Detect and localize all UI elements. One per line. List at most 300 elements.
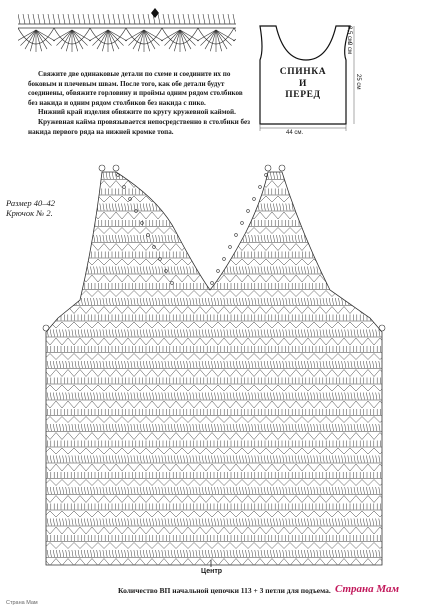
dc-stitch bbox=[339, 298, 340, 305]
v-stitch bbox=[152, 401, 164, 408]
v-stitch bbox=[212, 370, 224, 377]
dc-stitch bbox=[118, 235, 119, 242]
dc-stitch bbox=[66, 298, 67, 305]
dc-stitch bbox=[72, 487, 73, 494]
dc-stitch bbox=[177, 519, 178, 526]
dc-stitch bbox=[261, 267, 262, 274]
fan-stitch bbox=[92, 259, 104, 265]
dc-stitch bbox=[317, 267, 318, 274]
dc-stitch bbox=[286, 267, 287, 274]
dc-stitch bbox=[146, 298, 147, 305]
dc-stitch bbox=[264, 330, 265, 337]
edge-chain bbox=[241, 222, 244, 225]
dc-stitch bbox=[78, 519, 79, 526]
fan-stitch bbox=[248, 417, 260, 423]
v-stitch bbox=[284, 464, 296, 471]
dc-stitch bbox=[53, 172, 54, 179]
dc-stitch bbox=[199, 487, 200, 494]
dc-stitch bbox=[249, 519, 250, 526]
v-stitch bbox=[236, 559, 248, 566]
dc-stitch bbox=[289, 330, 290, 337]
dc-stitch bbox=[78, 456, 79, 463]
dc-stitch bbox=[112, 487, 113, 494]
dc-stitch bbox=[75, 361, 76, 368]
dc-stitch bbox=[47, 456, 48, 463]
dc-stitch bbox=[379, 267, 380, 274]
dc-stitch bbox=[50, 424, 51, 431]
dc-stitch bbox=[44, 361, 45, 368]
dc-stitch bbox=[298, 393, 299, 400]
dc-stitch bbox=[44, 393, 45, 400]
dc-stitch bbox=[81, 519, 82, 526]
v-stitch bbox=[284, 433, 296, 440]
dc-stitch bbox=[137, 298, 138, 305]
fan-stitch bbox=[152, 354, 164, 360]
dc-stitch bbox=[208, 361, 209, 368]
dc-stitch bbox=[246, 487, 247, 494]
fan-stitch bbox=[236, 322, 248, 328]
dc-stitch bbox=[246, 393, 247, 400]
dc-stitch bbox=[255, 393, 256, 400]
dc-stitch bbox=[218, 204, 219, 211]
dc-stitch bbox=[115, 330, 116, 337]
v-stitch bbox=[56, 433, 68, 440]
dc-stitch bbox=[50, 330, 51, 337]
fan-stitch bbox=[104, 417, 116, 423]
dc-stitch bbox=[156, 550, 157, 557]
dc-stitch bbox=[159, 172, 160, 179]
v-stitch bbox=[248, 401, 260, 408]
v-stitch bbox=[92, 338, 104, 345]
dc-stitch bbox=[47, 204, 48, 211]
dc-stitch bbox=[376, 172, 377, 179]
dc-stitch bbox=[156, 298, 157, 305]
fan-stitch bbox=[164, 354, 176, 360]
fan-stitch bbox=[344, 385, 356, 391]
v-stitch bbox=[140, 527, 152, 534]
fan-stitch bbox=[116, 291, 128, 297]
dc-stitch bbox=[348, 424, 349, 431]
dc-stitch bbox=[339, 204, 340, 211]
dc-stitch bbox=[267, 361, 268, 368]
dc-stitch bbox=[100, 424, 101, 431]
dc-stitch bbox=[308, 393, 309, 400]
dc-stitch bbox=[218, 361, 219, 368]
dc-stitch bbox=[335, 424, 336, 431]
dc-stitch bbox=[379, 361, 380, 368]
v-stitch bbox=[212, 527, 224, 534]
dc-stitch bbox=[109, 361, 110, 368]
dc-stitch bbox=[81, 204, 82, 211]
dc-stitch bbox=[227, 361, 228, 368]
v-stitch bbox=[224, 433, 236, 440]
dc-stitch bbox=[379, 393, 380, 400]
fan-stitch bbox=[272, 448, 284, 454]
dc-stitch bbox=[171, 393, 172, 400]
fan-stitch bbox=[152, 417, 164, 423]
dc-stitch bbox=[224, 235, 225, 242]
fan-stitch bbox=[212, 196, 224, 202]
dc-stitch bbox=[156, 456, 157, 463]
dc-stitch bbox=[205, 393, 206, 400]
dc-stitch bbox=[357, 550, 358, 557]
dc-stitch bbox=[60, 361, 61, 368]
fan-stitch bbox=[104, 322, 116, 328]
v-stitch bbox=[104, 307, 116, 314]
dc-stitch bbox=[78, 204, 79, 211]
dc-stitch bbox=[106, 519, 107, 526]
dc-stitch bbox=[69, 456, 70, 463]
dc-stitch bbox=[326, 456, 327, 463]
v-stitch bbox=[176, 433, 188, 440]
dc-stitch bbox=[360, 487, 361, 494]
v-stitch bbox=[236, 401, 248, 408]
fan-stitch bbox=[308, 228, 320, 234]
dc-stitch bbox=[190, 487, 191, 494]
dc-stitch bbox=[342, 550, 343, 557]
dc-stitch bbox=[239, 235, 240, 242]
fan-stitch bbox=[68, 291, 80, 297]
dc-stitch bbox=[348, 550, 349, 557]
v-stitch bbox=[104, 275, 116, 282]
dc-stitch bbox=[280, 235, 281, 242]
fan-stitch bbox=[164, 543, 176, 549]
dc-stitch bbox=[280, 298, 281, 305]
dc-stitch bbox=[128, 267, 129, 274]
dc-stitch bbox=[221, 204, 222, 211]
v-stitch bbox=[368, 275, 380, 282]
fan-stitch bbox=[92, 354, 104, 360]
dc-stitch bbox=[100, 487, 101, 494]
dc-stitch bbox=[177, 330, 178, 337]
dc-stitch bbox=[44, 298, 45, 305]
dc-stitch bbox=[190, 298, 191, 305]
dc-stitch bbox=[317, 204, 318, 211]
dc-stitch bbox=[72, 361, 73, 368]
dc-stitch bbox=[134, 235, 135, 242]
fan-stitch bbox=[128, 543, 140, 549]
dc-stitch bbox=[177, 298, 178, 305]
dc-stitch bbox=[242, 172, 243, 179]
fan-stitch bbox=[164, 480, 176, 486]
dc-stitch bbox=[187, 487, 188, 494]
v-stitch bbox=[128, 527, 140, 534]
dc-stitch bbox=[221, 424, 222, 431]
dc-stitch bbox=[159, 487, 160, 494]
v-stitch bbox=[56, 401, 68, 408]
fan-stitch bbox=[308, 385, 320, 391]
fan-stitch bbox=[56, 196, 68, 202]
v-stitch bbox=[308, 433, 320, 440]
dc-stitch bbox=[112, 267, 113, 274]
dc-stitch bbox=[44, 487, 45, 494]
dc-stitch bbox=[252, 172, 253, 179]
v-stitch bbox=[344, 496, 356, 503]
fan-stitch bbox=[116, 448, 128, 454]
dc-stitch bbox=[140, 550, 141, 557]
dc-stitch bbox=[149, 424, 150, 431]
dc-stitch bbox=[314, 172, 315, 179]
dc-stitch bbox=[208, 393, 209, 400]
dc-stitch bbox=[298, 550, 299, 557]
dc-stitch bbox=[366, 267, 367, 274]
dc-stitch bbox=[373, 456, 374, 463]
dc-stitch bbox=[193, 424, 194, 431]
dc-stitch bbox=[106, 393, 107, 400]
dc-stitch bbox=[230, 172, 231, 179]
dc-stitch bbox=[84, 298, 85, 305]
dc-stitch bbox=[258, 267, 259, 274]
dc-stitch bbox=[342, 267, 343, 274]
dc-stitch bbox=[298, 204, 299, 211]
fan-stitch bbox=[260, 417, 272, 423]
dc-stitch bbox=[320, 235, 321, 242]
dc-stitch bbox=[342, 519, 343, 526]
dc-stitch bbox=[345, 330, 346, 337]
dc-stitch bbox=[314, 330, 315, 337]
dc-stitch bbox=[227, 298, 228, 305]
v-stitch bbox=[308, 338, 320, 345]
dc-stitch bbox=[109, 298, 110, 305]
dc-stitch bbox=[143, 487, 144, 494]
dc-stitch bbox=[50, 487, 51, 494]
dc-stitch bbox=[78, 330, 79, 337]
dc-stitch bbox=[190, 204, 191, 211]
dc-stitch bbox=[320, 330, 321, 337]
dc-stitch bbox=[286, 487, 287, 494]
dc-stitch bbox=[261, 330, 262, 337]
dc-stitch bbox=[357, 519, 358, 526]
fan-stitch bbox=[236, 480, 248, 486]
dc-stitch bbox=[208, 550, 209, 557]
dc-stitch bbox=[87, 424, 88, 431]
v-stitch bbox=[236, 527, 248, 534]
dc-stitch bbox=[289, 519, 290, 526]
dc-stitch bbox=[84, 424, 85, 431]
fan-stitch bbox=[284, 543, 296, 549]
dc-stitch bbox=[81, 298, 82, 305]
fan-stitch bbox=[320, 511, 332, 517]
dc-stitch bbox=[239, 298, 240, 305]
dc-stitch bbox=[66, 456, 67, 463]
dc-stitch bbox=[363, 550, 364, 557]
dc-stitch bbox=[118, 204, 119, 211]
dc-stitch bbox=[215, 550, 216, 557]
v-stitch bbox=[308, 464, 320, 471]
instruction-paragraph: Кружевная кайма провязывается непосредственно в столбики без накида первого ряда на нижней кромке топа. bbox=[28, 117, 250, 136]
v-stitch bbox=[272, 275, 284, 282]
v-stitch bbox=[272, 212, 284, 219]
v-stitch bbox=[260, 338, 272, 345]
dc-stitch bbox=[317, 298, 318, 305]
dc-stitch bbox=[335, 519, 336, 526]
dc-stitch bbox=[118, 393, 119, 400]
fan-stitch bbox=[368, 259, 380, 265]
fan-stitch bbox=[272, 291, 284, 297]
dc-stitch bbox=[184, 361, 185, 368]
dc-stitch bbox=[304, 361, 305, 368]
dc-stitch bbox=[342, 456, 343, 463]
fan-stitch bbox=[200, 228, 212, 234]
fan-stitch bbox=[284, 354, 296, 360]
dc-stitch bbox=[153, 550, 154, 557]
fan-stitch bbox=[56, 322, 68, 328]
v-stitch bbox=[164, 275, 176, 282]
dc-stitch bbox=[115, 393, 116, 400]
dc-stitch bbox=[208, 330, 209, 337]
v-stitch bbox=[320, 527, 332, 534]
dc-stitch bbox=[221, 550, 222, 557]
panel-label-line: СПИНКА bbox=[279, 67, 327, 77]
dc-stitch bbox=[239, 204, 240, 211]
v-stitch bbox=[332, 370, 344, 377]
fan-stitch bbox=[344, 354, 356, 360]
dc-stitch bbox=[295, 172, 296, 179]
dc-stitch bbox=[373, 172, 374, 179]
v-stitch bbox=[104, 527, 116, 534]
dc-stitch bbox=[239, 330, 240, 337]
dc-stitch bbox=[360, 424, 361, 431]
fan-stitch bbox=[116, 259, 128, 265]
dc-stitch bbox=[370, 393, 371, 400]
fan-stitch bbox=[212, 354, 224, 360]
fan-stitch bbox=[284, 480, 296, 486]
dc-stitch bbox=[227, 519, 228, 526]
dc-stitch bbox=[196, 550, 197, 557]
fan-stitch bbox=[272, 354, 284, 360]
instruction-paragraph: Свяжите две одинаковые детали по схеме и соедините их по боковым и плечевым швам. После того, как обе детали будут соединены, обвяжите горловину и проймы одним рядом столбиков без накида и одним рядом столбиков без накида с пико. bbox=[28, 70, 243, 107]
fan-stitch bbox=[308, 511, 320, 517]
v-stitch bbox=[56, 464, 68, 471]
dc-stitch bbox=[311, 456, 312, 463]
v-stitch bbox=[380, 181, 392, 188]
dc-stitch bbox=[280, 172, 281, 179]
dc-stitch bbox=[118, 456, 119, 463]
v-stitch bbox=[296, 370, 308, 377]
dc-stitch bbox=[162, 487, 163, 494]
dc-stitch bbox=[332, 424, 333, 431]
dc-stitch bbox=[199, 550, 200, 557]
fan-stitch bbox=[212, 417, 224, 423]
fan-stitch bbox=[236, 196, 248, 202]
fan-stitch bbox=[212, 259, 224, 265]
dc-stitch bbox=[376, 235, 377, 242]
dc-stitch bbox=[84, 487, 85, 494]
dc-stitch bbox=[149, 519, 150, 526]
dc-stitch bbox=[218, 330, 219, 337]
dc-stitch bbox=[143, 393, 144, 400]
dc-stitch bbox=[66, 487, 67, 494]
dc-stitch bbox=[153, 519, 154, 526]
v-stitch bbox=[296, 307, 308, 314]
fan-stitch bbox=[260, 448, 272, 454]
panel-label-line: ПЕРЕД bbox=[285, 90, 321, 100]
dc-stitch bbox=[345, 267, 346, 274]
fan-stitch bbox=[152, 322, 164, 328]
dc-stitch bbox=[246, 361, 247, 368]
dc-stitch bbox=[255, 550, 256, 557]
dc-stitch bbox=[314, 235, 315, 242]
dc-stitch bbox=[261, 235, 262, 242]
dc-stitch bbox=[332, 330, 333, 337]
fan-stitch bbox=[260, 511, 272, 517]
fan-stitch bbox=[176, 291, 188, 297]
dc-stitch bbox=[81, 424, 82, 431]
dc-stitch bbox=[199, 519, 200, 526]
dc-stitch bbox=[373, 235, 374, 242]
v-stitch bbox=[284, 370, 296, 377]
dc-stitch bbox=[227, 235, 228, 242]
v-stitch bbox=[188, 527, 200, 534]
dc-stitch bbox=[280, 204, 281, 211]
dc-stitch bbox=[100, 361, 101, 368]
fan-stitch bbox=[176, 448, 188, 454]
fan-stitch bbox=[164, 291, 176, 297]
v-stitch bbox=[224, 370, 236, 377]
dc-stitch bbox=[171, 204, 172, 211]
dc-stitch bbox=[187, 456, 188, 463]
fan-stitch bbox=[140, 385, 152, 391]
dc-stitch bbox=[385, 519, 386, 526]
dc-stitch bbox=[205, 235, 206, 242]
v-stitch bbox=[128, 307, 140, 314]
v-stitch bbox=[116, 307, 128, 314]
dc-stitch bbox=[280, 456, 281, 463]
v-stitch bbox=[308, 275, 320, 282]
v-stitch bbox=[68, 496, 80, 503]
dc-stitch bbox=[128, 204, 129, 211]
dc-stitch bbox=[146, 204, 147, 211]
dc-stitch bbox=[267, 519, 268, 526]
dc-stitch bbox=[230, 204, 231, 211]
dc-stitch bbox=[363, 235, 364, 242]
dc-stitch bbox=[292, 172, 293, 179]
dc-stitch bbox=[60, 204, 61, 211]
dc-stitch bbox=[87, 330, 88, 337]
dc-stitch bbox=[366, 235, 367, 242]
fan-stitch bbox=[284, 322, 296, 328]
dc-stitch bbox=[339, 424, 340, 431]
dc-stitch bbox=[224, 456, 225, 463]
fan-stitch bbox=[164, 417, 176, 423]
dc-stitch bbox=[301, 172, 302, 179]
dc-stitch bbox=[289, 172, 290, 179]
v-stitch bbox=[116, 212, 128, 219]
dc-stitch bbox=[301, 330, 302, 337]
dc-stitch bbox=[153, 487, 154, 494]
dc-stitch bbox=[236, 393, 237, 400]
dc-stitch bbox=[255, 424, 256, 431]
v-stitch bbox=[248, 527, 260, 534]
dc-stitch bbox=[193, 456, 194, 463]
dc-stitch bbox=[304, 487, 305, 494]
v-stitch bbox=[356, 401, 368, 408]
dc-stitch bbox=[140, 487, 141, 494]
dc-stitch bbox=[122, 235, 123, 242]
dc-stitch bbox=[84, 456, 85, 463]
dc-stitch bbox=[332, 519, 333, 526]
dc-stitch bbox=[187, 298, 188, 305]
dc-stitch bbox=[242, 487, 243, 494]
dc-stitch bbox=[122, 361, 123, 368]
dc-stitch bbox=[174, 235, 175, 242]
dc-stitch bbox=[332, 235, 333, 242]
v-stitch bbox=[200, 370, 212, 377]
dc-stitch bbox=[149, 172, 150, 179]
dc-stitch bbox=[329, 204, 330, 211]
dc-stitch bbox=[72, 456, 73, 463]
dc-stitch bbox=[292, 519, 293, 526]
